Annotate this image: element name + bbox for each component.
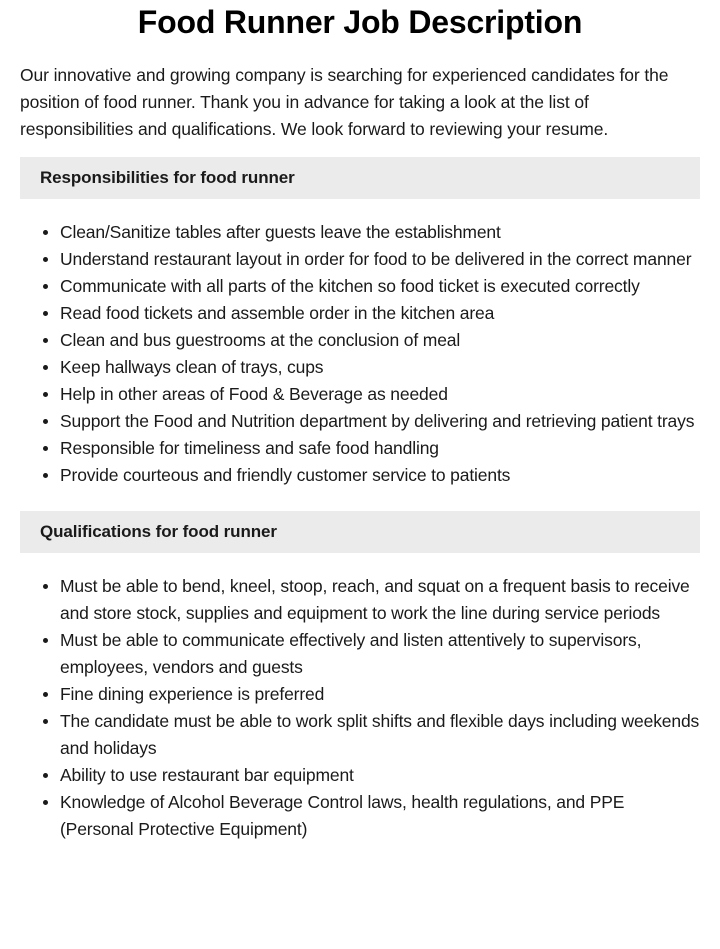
- list-item: [40, 462, 700, 489]
- qualifications-heading: Qualifications for food runner: [20, 511, 700, 553]
- list-item-text: Must be able to communicate effectively and listen attentively to supervisors, employees, vendors and guests: [60, 630, 642, 677]
- bullet-icon: [43, 638, 48, 643]
- list-item-text: Help in other areas of Food & Beverage as needed: [60, 384, 448, 404]
- job-description-page: [0, 2, 720, 843]
- bullet-icon: [43, 311, 48, 316]
- list-item-text: Ability to use restaurant bar equipment: [60, 765, 354, 785]
- list-item: [40, 408, 700, 435]
- bullet-icon: [43, 284, 48, 289]
- list-item-text: The candidate must be able to work split shifts and flexible days including weekends and holidays: [60, 711, 700, 758]
- page-title: Food Runner Job Description: [137, 4, 583, 40]
- responsibilities-list: [20, 219, 700, 489]
- list-item: [40, 381, 700, 408]
- list-item-text: Responsible for timeliness and safe food handling: [60, 438, 439, 458]
- responsibilities-heading: Responsibilities for food runner: [20, 157, 700, 199]
- list-item-text: Clean/Sanitize tables after guests leave the establishment: [60, 222, 501, 242]
- list-item-text: Knowledge of Alcohol Beverage Control laws, health regulations, and PPE (Personal Protective Equipment): [60, 792, 625, 839]
- bullet-icon: [43, 773, 48, 778]
- list-item: [40, 246, 700, 273]
- bullet-icon: [43, 338, 48, 343]
- list-item: [40, 327, 700, 354]
- bullet-icon: [43, 392, 48, 397]
- list-item-text: Support the Food and Nutrition department by delivering and retrieving patient trays: [60, 411, 695, 431]
- list-item: [40, 762, 700, 789]
- list-item-text: Must be able to bend, kneel, stoop, reach, and squat on a frequent basis to receive and store stock, supplies and equipment to work the line during service periods: [60, 576, 690, 623]
- qualifications-list: [20, 573, 700, 843]
- bullet-icon: [43, 584, 48, 589]
- bullet-icon: [43, 719, 48, 724]
- list-item: [40, 789, 700, 843]
- list-item-text: Clean and bus guestrooms at the conclusion of meal: [60, 330, 461, 350]
- bullet-icon: [43, 419, 48, 424]
- list-item: [40, 273, 700, 300]
- list-item: [40, 573, 700, 627]
- intro-paragraph: Our innovative and growing company is searching for experienced candidates for the position of food runner. Thank you in advance for taking a look at the list of responsibilities and qualifications. We look forward to reviewing your resume.: [20, 65, 669, 139]
- bullet-icon: [43, 257, 48, 262]
- list-item-text: Communicate with all parts of the kitchen so food ticket is executed correctly: [60, 276, 640, 296]
- list-item: [40, 354, 700, 381]
- list-item: [40, 681, 700, 708]
- list-item: [40, 627, 700, 681]
- list-item-text: Fine dining experience is preferred: [60, 684, 325, 704]
- bullet-icon: [43, 365, 48, 370]
- list-item: [40, 300, 700, 327]
- list-item-text: Read food tickets and assemble order in the kitchen area: [60, 303, 495, 323]
- list-item: [40, 708, 700, 762]
- bullet-icon: [43, 473, 48, 478]
- list-item-text: Understand restaurant layout in order for food to be delivered in the correct manner: [60, 249, 692, 269]
- list-item: [40, 435, 700, 462]
- bullet-icon: [43, 446, 48, 451]
- list-item-text: Keep hallways clean of trays, cups: [60, 357, 324, 377]
- list-item: [40, 219, 700, 246]
- list-item-text: Provide courteous and friendly customer service to patients: [60, 465, 511, 485]
- bullet-icon: [43, 230, 48, 235]
- bullet-icon: [43, 800, 48, 805]
- bullet-icon: [43, 692, 48, 697]
